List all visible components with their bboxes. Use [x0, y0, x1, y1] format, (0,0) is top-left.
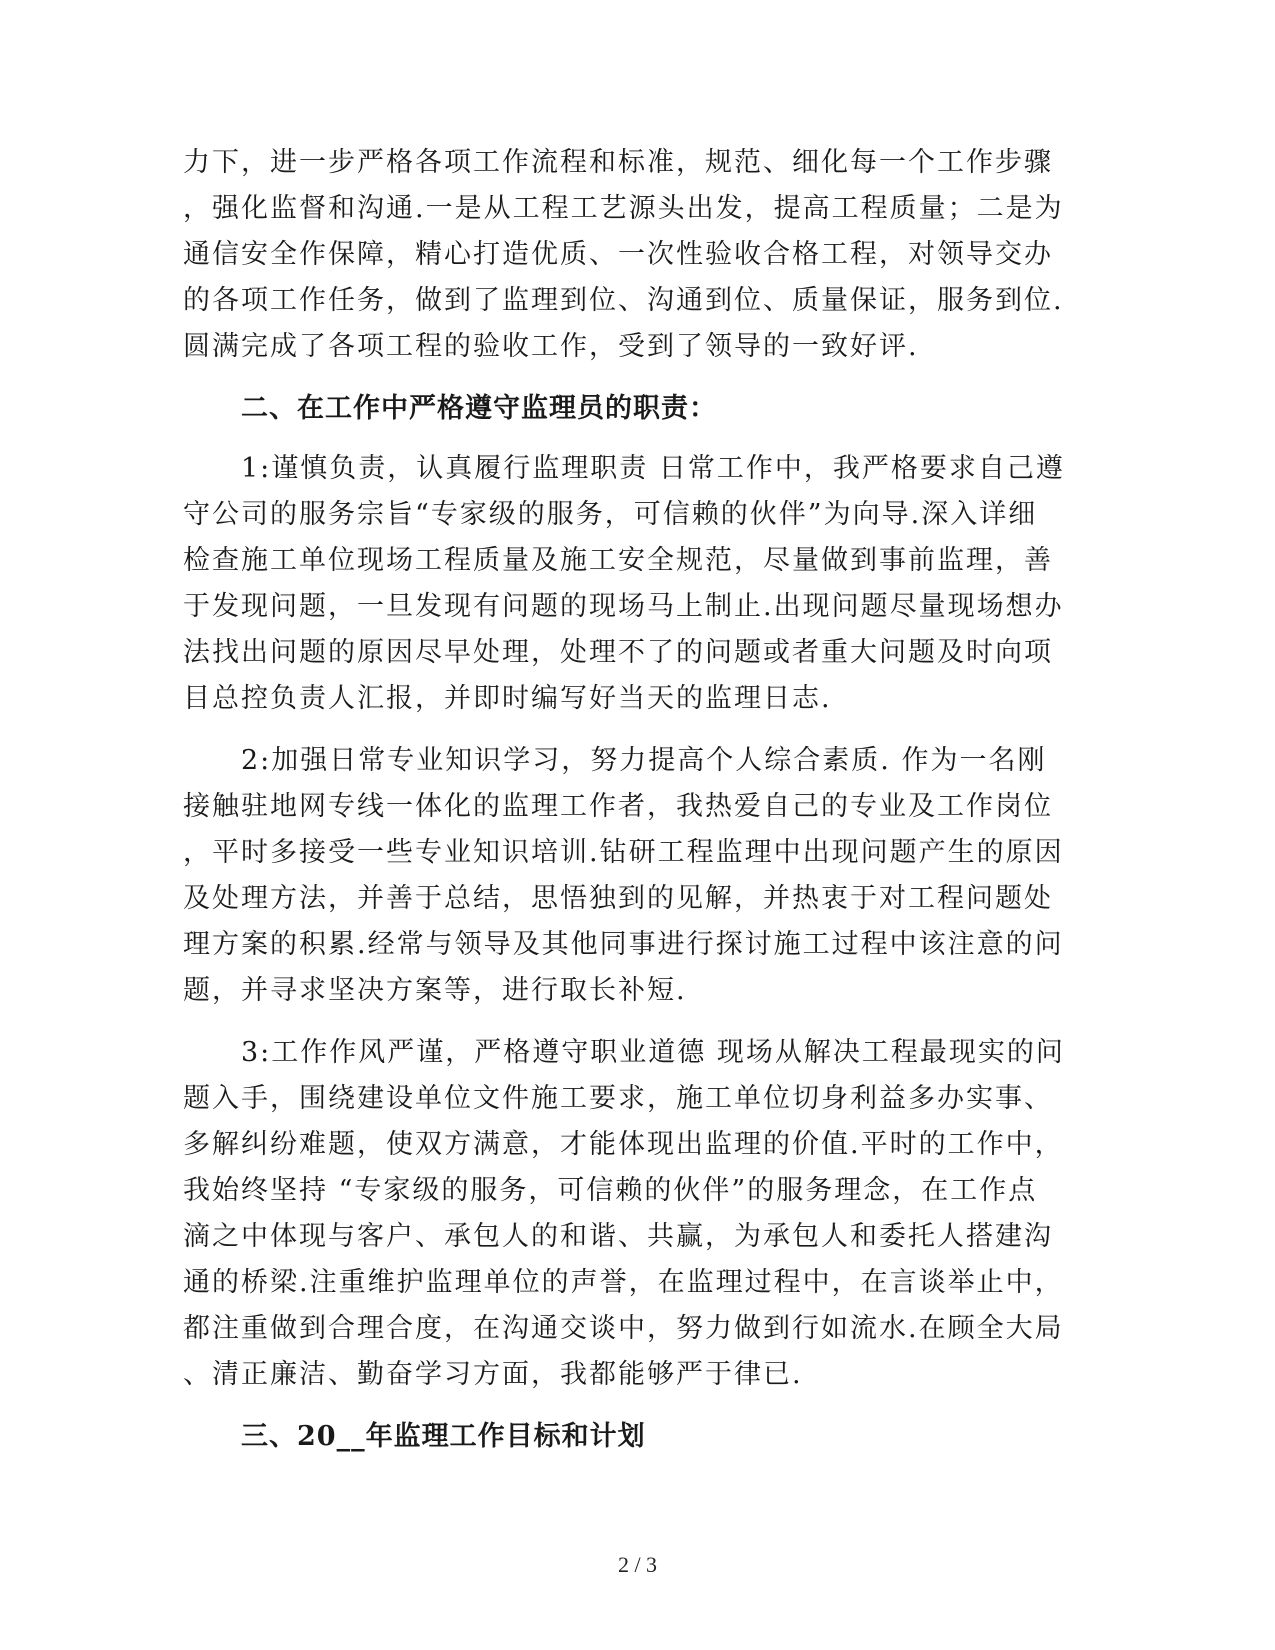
text-line: 1:谨慎负责，认真履行监理职责 日常工作中，我严格要求自己遵: [241, 453, 1065, 484]
section-heading-2: 二、在工作中严格遵守监理员的职责：: [241, 393, 717, 424]
text-line: 都注重做到合理合度，在沟通交谈中，努力做到行如流水.在顾全大局: [183, 1313, 1064, 1344]
section-heading-3: 三、20__年监理工作目标和计划: [241, 1421, 646, 1452]
text-line: 理方案的积累.经常与领导及其他同事进行探讨施工过程中该注意的问: [183, 929, 1064, 960]
text-line: 力下，进一步严格各项工作流程和标准，规范、细化每一个工作步骤: [183, 147, 1053, 178]
text-line: 题入手，围绕建设单位文件施工要求，施工单位切身利益多办实事、: [183, 1083, 1053, 1114]
text-line: 通信安全作保障，精心打造优质、一次性验收合格工程，对领导交办: [183, 239, 1053, 270]
text-line: 、清正廉洁、勤奋学习方面，我都能够严于律已.: [183, 1359, 803, 1390]
text-line: 多解纠纷难题，使双方满意，才能体现出监理的价值.平时的工作中，: [183, 1129, 1064, 1160]
text-line: 检查施工单位现场工程质量及施工安全规范，尽量做到事前监理，善: [183, 545, 1053, 576]
text-line: 的各项工作任务，做到了监理到位、沟通到位、质量保证，服务到位.: [183, 285, 1064, 316]
text-line: 滴之中体现与客户、承包人的和谐、共赢，为承包人和委托人搭建沟: [183, 1221, 1053, 1252]
paragraph-item-1: [183, 446, 1083, 722]
text-line: 圆满完成了各项工程的验收工作，受到了领导的一致好评.: [183, 331, 919, 362]
paragraph-item-3: [183, 1030, 1083, 1398]
text-line: ，强化监督和沟通.一是从工程工艺源头出发，提高工程质量；二是为: [183, 193, 1064, 224]
paragraph-item-2: [183, 738, 1083, 1014]
text-line: 法找出问题的原因尽早处理，处理不了的问题或者重大问题及时向项: [183, 637, 1053, 668]
document-body: [183, 140, 1083, 1474]
text-line: 及处理方法，并善于总结，思悟独到的见解，并热衷于对工程问题处: [183, 883, 1053, 914]
text-line: 目总控负责人汇报，并即时编写好当天的监理日志.: [183, 683, 832, 714]
text-line: 2:加强日常专业知识学习，努力提高个人综合素质. 作为一名刚: [241, 745, 1047, 776]
text-line: 接触驻地网专线一体化的监理工作者，我热爱自己的专业及工作岗位: [183, 791, 1053, 822]
text-line: 题，并寻求坚决方案等，进行取长补短.: [183, 975, 687, 1006]
text-line: 通的桥梁.注重维护监理单位的声誉，在监理过程中，在言谈举止中，: [183, 1267, 1064, 1298]
text-line: 我始终坚持 “专家级的服务，可信赖的伙伴”的服务理念，在工作点: [183, 1175, 1038, 1206]
text-line: 守公司的服务宗旨“专家级的服务，可信赖的伙伴”为向导.深入详细: [183, 499, 1038, 530]
text-line: ，平时多接受一些专业知识培训.钻研工程监理中出现问题产生的原因: [183, 837, 1064, 868]
text-line: 于发现问题，一旦发现有问题的现场马上制止.出现问题尽量现场想办: [183, 591, 1064, 622]
page-number: 2 / 3: [617, 1552, 658, 1577]
paragraph-continuation: [183, 140, 1083, 370]
text-line: 3:工作作风严谨，严格遵守职业道德 现场从解决工程最现实的问: [241, 1037, 1065, 1068]
